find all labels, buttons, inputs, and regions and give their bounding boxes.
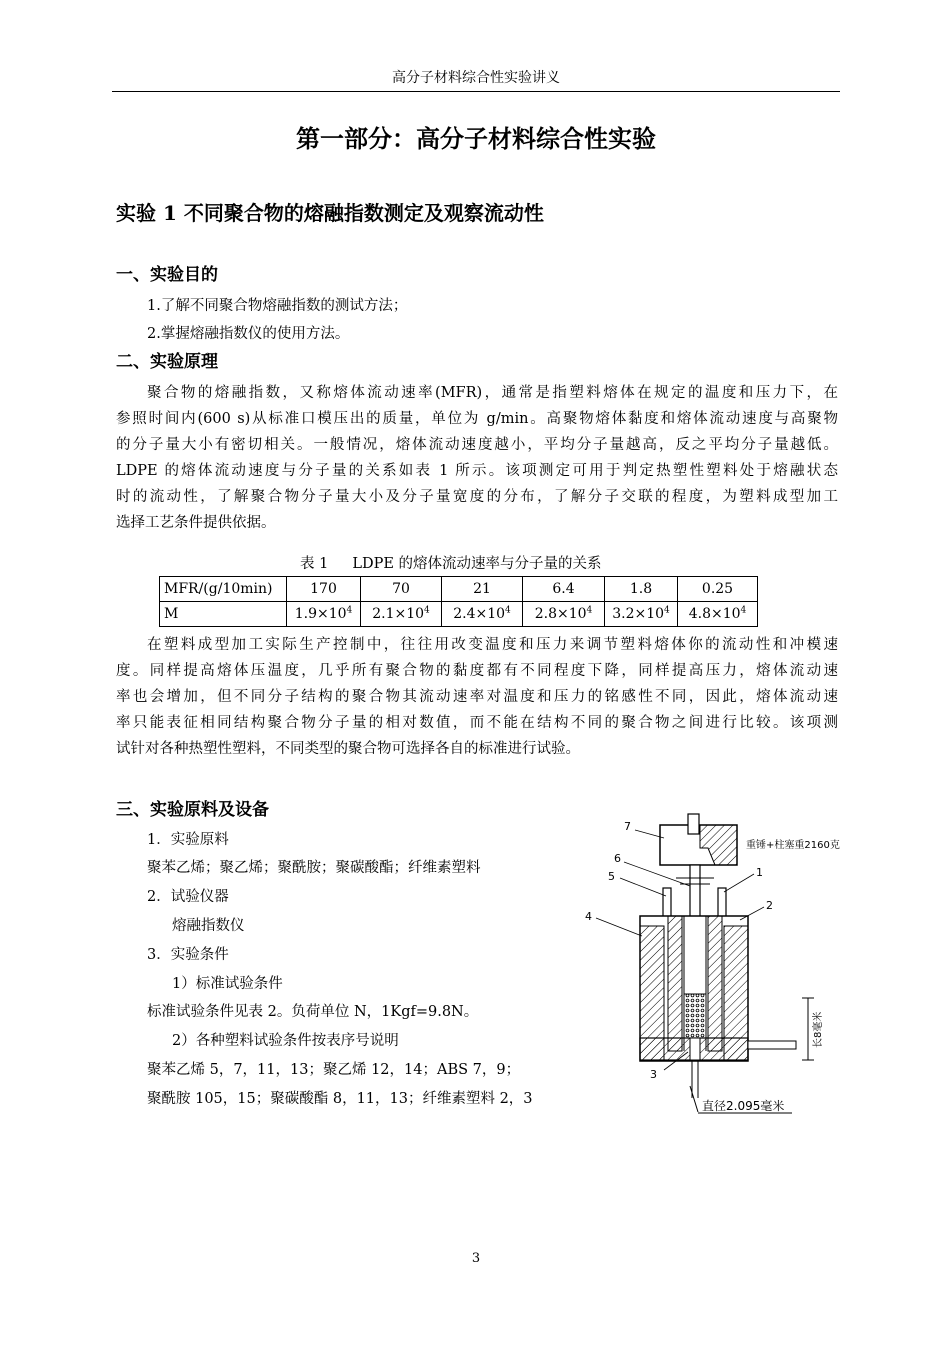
paragraph-line: 聚合物的熔融指数，又称熔体流动速率(MFR)，通常是指塑料熔体在规定的温度和压力下，在	[147, 385, 838, 401]
mfr-molecular-weight-table	[159, 576, 758, 627]
paragraph-line: 率也会增加，但不同分子结构的聚合物其流动速率对温度和压力的铭感性不同，因此，熔体流动速	[116, 689, 838, 705]
table-cell: $2.8\times 10^4$	[523, 602, 605, 627]
table-cell: $4.8\times 10^4$	[678, 602, 758, 627]
table-cell: $2.4\times 10^4$	[442, 602, 523, 627]
paragraph-line: LDPE 的熔体流动速度与分子量的关系如表 1 所示。该项测定可用于判定热塑性塑料处于熔融状态	[116, 463, 838, 479]
instrument-heading: 2．试验仪器	[147, 889, 229, 905]
table-cell: 21	[442, 577, 523, 602]
part-label-3: 3	[650, 1068, 657, 1081]
paragraph-line: 试针对各种热塑性塑料，不同类型的聚合物可选择各自的标准进行试验。	[116, 741, 580, 757]
part-label-2: 2	[766, 899, 773, 912]
table-row-header: M	[160, 602, 287, 627]
standard-conditions-heading: 1）标准试验条件	[172, 976, 283, 992]
header-rule	[112, 91, 840, 92]
diameter-label: 直径2.095毫米	[702, 1099, 785, 1113]
paragraph-line: 度。同样提高熔体压温度，几乎所有聚合物的黏度都有不同程度下降，同样提高压力，熔体流动速	[116, 663, 838, 679]
table-cell: $2.1\times 10^4$	[361, 602, 442, 627]
plastics-conditions-line-1: 聚苯乙烯 5，7，11，13；聚乙烯 12，14；ABS 7，9；	[147, 1062, 521, 1078]
part-label-7: 7	[624, 820, 631, 833]
paragraph-line: 率只能表征相同结构聚合物分子量的相对数值，而不能在结构不同的聚合物之间进行比较。该项测	[116, 715, 838, 731]
table-row	[160, 602, 758, 627]
table-caption-label: 表 1	[300, 556, 329, 572]
table-cell: 170	[287, 577, 361, 602]
raw-materials-heading: 1．实验原料	[147, 832, 229, 848]
table-cell: 6.4	[523, 577, 605, 602]
objective-item-2: 2.掌握熔融指数仪的使用方法。	[147, 326, 350, 342]
part-label-5: 5	[608, 870, 615, 883]
table-caption	[300, 554, 602, 574]
running-header: 高分子材料综合性实验讲义	[392, 70, 560, 86]
part-title: 第一部分：高分子材料综合性实验	[296, 124, 656, 153]
table-cell: 0.25	[678, 577, 758, 602]
section-heading-principle: 二、实验原理	[116, 352, 218, 372]
part-label-6: 6	[614, 852, 621, 865]
table-cell: $1.9\times 10^4$	[287, 602, 361, 627]
raw-materials-list: 聚苯乙烯；聚乙烯；聚酰胺；聚碳酸酯；纤维素塑料	[147, 860, 481, 876]
melt-sample	[684, 994, 706, 1038]
principle-paragraph-2	[116, 632, 838, 762]
experiment-title: 实验 1 不同聚合物的熔融指数测定及观察流动性	[116, 201, 544, 225]
principle-paragraph-1	[116, 380, 838, 536]
plastics-conditions-line-2: 聚酰胺 105，15；聚碳酸酯 8，11，13；纤维素塑料 2，3	[147, 1091, 533, 1107]
part-label-4: 4	[585, 910, 592, 923]
page-number: 3	[471, 1251, 481, 1266]
paragraph-line: 选择工艺条件提供依据。	[116, 515, 276, 531]
instrument-name: 熔融指数仪	[172, 918, 245, 934]
melt-indexer-diagram	[580, 808, 850, 1128]
length-label: 长8毫米	[813, 1011, 824, 1048]
paragraph-line: 在塑料成型加工实际生产控制中，往往用改变温度和压力来调节塑料熔体你的流动性和冲模速	[147, 637, 838, 653]
conditions-heading: 3．实验条件	[147, 947, 229, 963]
table-cell: 70	[361, 577, 442, 602]
standard-conditions-text: 标准试验条件见表 2。负荷单位 N，1Kgf=9.8N。	[147, 1004, 479, 1020]
objective-item-1: 1.了解不同聚合物熔融指数的测试方法；	[147, 298, 408, 314]
section-heading-objectives: 一、实验目的	[116, 265, 218, 285]
weight-label: 重锤+柱塞重2160克	[746, 840, 840, 851]
table-caption-text: LDPE 的熔体流动速率与分子量的关系	[352, 556, 602, 572]
paragraph-line: 参照时间内(600 s)从标准口模压出的质量，单位为 g/min。高聚物熔体黏度和熔体流动速度与高聚物	[116, 411, 838, 427]
table-cell: 1.8	[605, 577, 678, 602]
table-row-header: MFR/(g/10min)	[160, 577, 287, 602]
table-cell: $3.2\times 10^4$	[605, 602, 678, 627]
section-heading-materials: 三、实验原料及设备	[116, 800, 269, 820]
plastics-conditions-heading: 2）各种塑料试验条件按表序号说明	[172, 1033, 399, 1049]
paragraph-line: 时的流动性，了解聚合物分子量大小及分子量宽度的分布，了解分子交联的程度，为塑料成型加工	[116, 489, 838, 505]
part-label-1: 1	[756, 866, 763, 879]
paragraph-line: 的分子量大小有密切相关。一般情况，熔体流动速度越小，平均分子量越高，反之平均分子量越低。	[116, 437, 838, 453]
table-row	[160, 577, 758, 602]
